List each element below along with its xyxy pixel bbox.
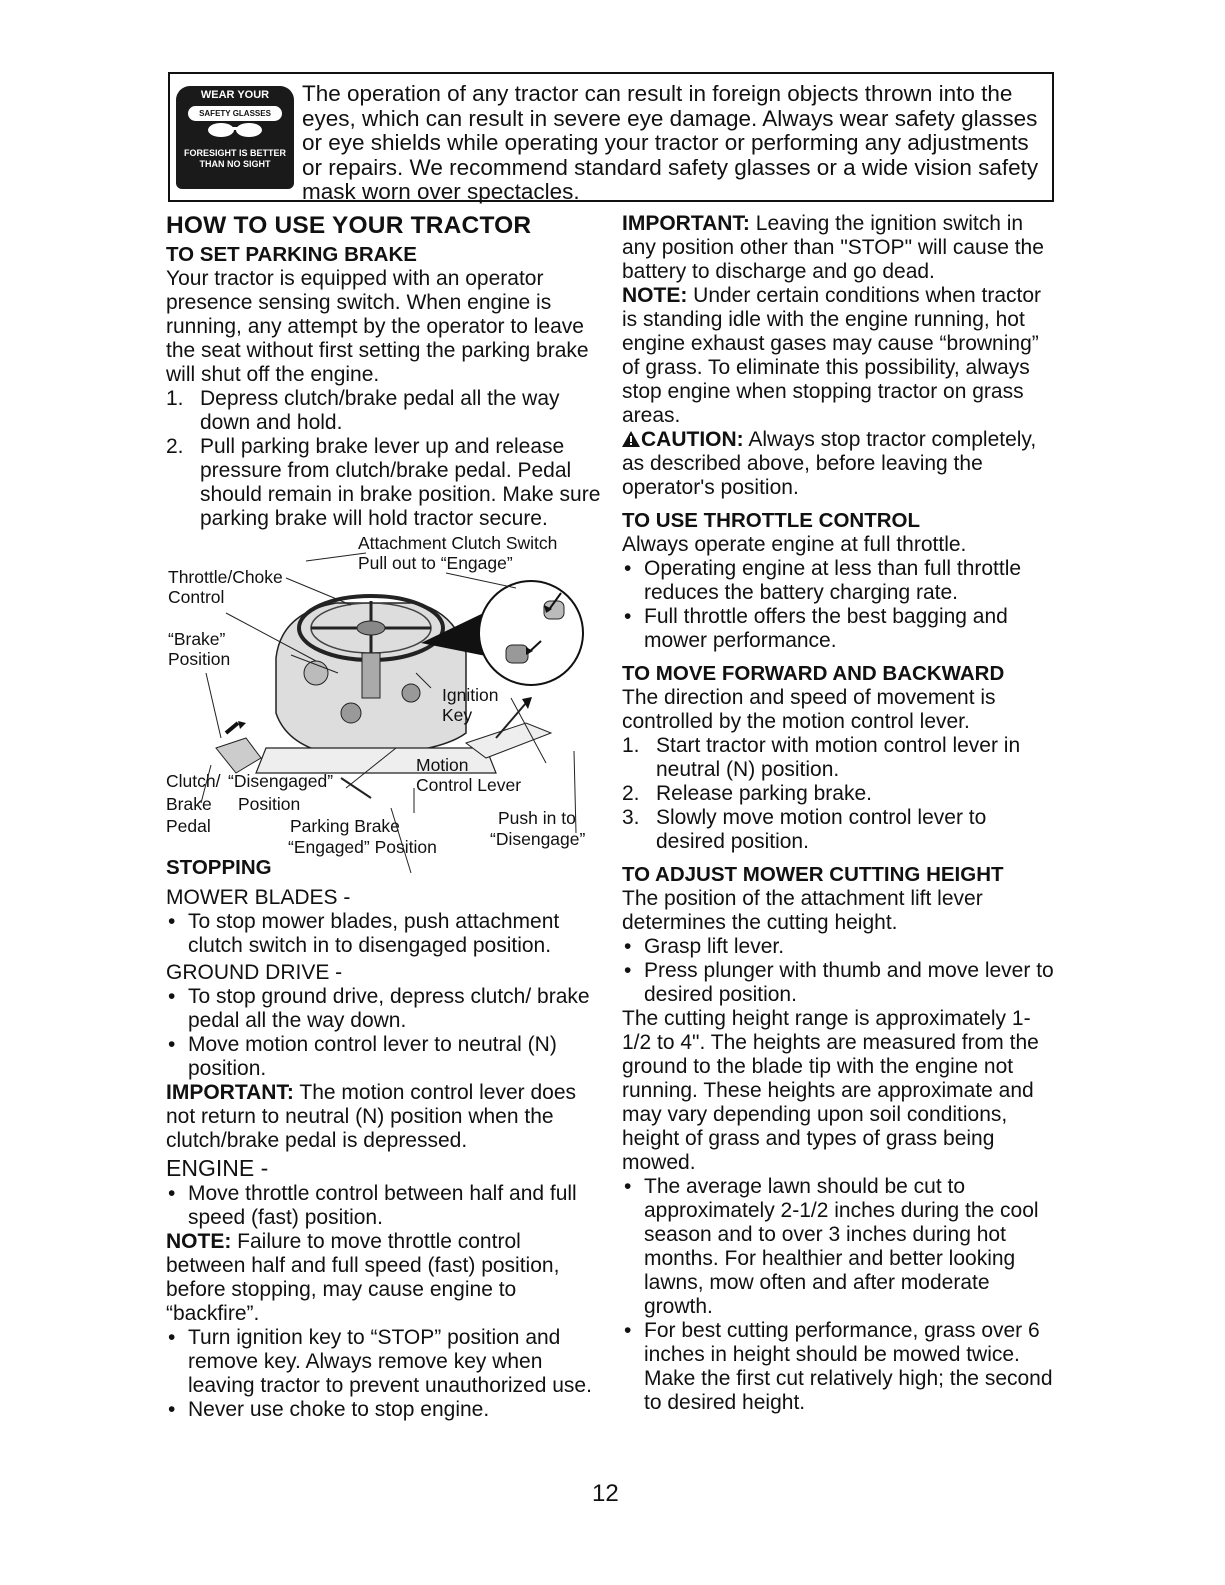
- tractor-controls-diagram: [166, 533, 606, 883]
- list-item: • To stop ground drive, depress clutch/ brake pedal all the way down.: [168, 985, 590, 1032]
- list-item-text: Move motion control lever to neutral (N) position.: [188, 1033, 557, 1080]
- caution-text: Always stop tractor completely, as described above, before leaving the operator's position.: [622, 428, 1037, 499]
- engine-note: [166, 1230, 606, 1326]
- label-ignition: Ignition: [442, 685, 499, 705]
- list-item: • For best cutting performance, grass over 6 inches in height should be mowed twice. Make the first cut relatively high; the second to desired height.: [624, 1319, 1053, 1414]
- throttle-heading: TO USE THROTTLE CONTROL: [622, 509, 921, 532]
- label-ignition-key: Key: [442, 705, 473, 725]
- parking-brake-heading: TO SET PARKING BRAKE: [166, 243, 417, 266]
- label-push-in: Push in to: [498, 808, 576, 828]
- mower-blades-heading: MOWER BLADES -: [166, 886, 351, 909]
- label-motion: Motion: [416, 755, 469, 775]
- list-item: • To stop mower blades, push attachment clutch switch in to disengaged position.: [168, 910, 560, 957]
- stopping-heading: STOPPING: [166, 856, 272, 879]
- step-number: 3.: [622, 806, 640, 829]
- step-number: 2.: [166, 435, 184, 458]
- list-item-text: For best cutting performance, grass over 6 inches in height should be mowed twice. Make the first cut relatively high; the second to desired height.: [644, 1319, 1053, 1414]
- ground-drive-heading: GROUND DRIVE -: [166, 961, 343, 984]
- list-item: • Full throttle offers the best bagging and mower performance.: [624, 605, 1008, 652]
- stopping-important-note: [166, 1081, 606, 1153]
- cutting-height-heading: TO ADJUST MOWER CUTTING HEIGHT: [622, 863, 1004, 886]
- move-intro: The direction and speed of movement is controlled by the motion control lever.: [622, 686, 996, 733]
- list-item: [622, 782, 1054, 806]
- list-item-text: Turn ignition key to “STOP” position and remove key. Always remove key when leaving tractor to prevent unauthorized use.: [188, 1326, 592, 1397]
- label-push-disengage: “Disengage”: [490, 829, 586, 849]
- important-text: The motion control lever does not return to neutral (N) position when the clutch/brake pedal is depressed.: [166, 1081, 577, 1152]
- page-number: 12: [592, 1480, 619, 1507]
- note-text: Failure to move throttle control between half and full speed (fast) position, before stopping, may cause engine to “backfire”.: [166, 1230, 560, 1325]
- list-item: • Move throttle control between half and full speed (fast) position.: [168, 1182, 577, 1229]
- label-brake-position: Position: [168, 649, 231, 669]
- mower-blades-list: [166, 910, 606, 958]
- label-clutch-pedal: Pedal: [166, 816, 211, 836]
- label-parking-brake-engaged: “Engaged” Position: [288, 837, 437, 857]
- safety-warning-box: [168, 72, 1054, 202]
- cutting-height-list: [622, 935, 1054, 1007]
- list-item: [622, 734, 1054, 782]
- list-item-text: Grasp lift lever.: [644, 935, 785, 958]
- ground-drive-list: [166, 985, 606, 1081]
- left-column: [166, 212, 606, 1422]
- safety-glasses-badge: [176, 86, 294, 189]
- badge-line-1: WEAR YOUR: [200, 89, 270, 101]
- list-item: [622, 806, 1054, 854]
- note-text: Under certain conditions when tractor is standing idle with the engine running, hot engine exhaust gases may cause “browning” of grass. To eliminate this possibility, always stop engine when stopping tractor on grass areas.: [622, 284, 1042, 427]
- cutting-range-text: The cutting height range is approximately 1-1/2 to 4". The heights are measured from the ground to the blade tip with the engine not running. These heights are approximate and may vary depending upon soil conditions, height of grass and types of grass being mowed.: [622, 1007, 1039, 1174]
- parking-brake-steps: [166, 387, 606, 531]
- step-number: 1.: [166, 387, 184, 410]
- move-steps: [622, 734, 1054, 854]
- label-disengaged: “Disengaged”: [228, 771, 334, 791]
- list-item-text: Full throttle offers the best bagging and mower performance.: [644, 605, 1008, 652]
- parking-brake-intro: Your tractor is equipped with an operator presence sensing switch. When engine is running, any attempt by the operator to leave the seat without first setting the parking brake will shut off the engine.: [166, 267, 589, 386]
- step-text: Depress clutch/brake pedal all the way down and hold.: [200, 387, 560, 434]
- list-item: [166, 387, 606, 435]
- list-item: • Grasp lift lever.: [624, 935, 785, 958]
- list-item-text: To stop ground drive, depress clutch/ brake pedal all the way down.: [188, 985, 590, 1032]
- note-label: NOTE:: [166, 1230, 232, 1253]
- caution-label: CAUTION:: [641, 428, 744, 451]
- step-text: Release parking brake.: [656, 782, 872, 805]
- safety-warning-text: The operation of any tractor can result in foreign objects thrown into the eyes, which can result in severe eye damage. Always wear safety glasses or eye shields while operating your tractor or performing any adjustments or repairs. We recommend standard safety glasses or a wide vision safety mask worn over spectacles.: [302, 81, 1039, 204]
- cutting-height-list-2: [622, 1175, 1054, 1415]
- label-brake: “Brake”: [168, 629, 226, 649]
- label-throttle-control: Control: [168, 587, 225, 607]
- label-throttle-choke: Throttle/Choke: [168, 567, 283, 587]
- list-item: • Press plunger with thumb and move lever to desired position.: [624, 959, 1054, 1006]
- list-item: • The average lawn should be cut to approximately 2-1/2 inches during the cool season and to over 3 inches during hot months. For healthier and better looking lawns, mow often and after moderate growth.: [624, 1175, 1039, 1318]
- important-label: IMPORTANT:: [622, 212, 750, 235]
- move-heading: TO MOVE FORWARD AND BACKWARD: [622, 662, 1005, 685]
- engine-list-2: [166, 1326, 606, 1422]
- safety-glasses-icon: [206, 122, 264, 138]
- badge-line-2: SAFETY GLASSES: [188, 106, 282, 121]
- step-text: Pull parking brake lever up and release pressure from clutch/brake pedal. Pedal should remain in brake position. Make sure parking brake will hold tractor secure.: [200, 435, 601, 530]
- caution-note: [622, 428, 1054, 500]
- list-item: • Never use choke to stop engine.: [168, 1398, 490, 1421]
- section-title: HOW TO USE YOUR TRACTOR: [166, 212, 532, 239]
- list-item: • Operating engine at less than full throttle reduces the battery charging rate.: [624, 557, 1022, 604]
- label-disengaged-position: Position: [238, 794, 301, 814]
- list-item-text: Press plunger with thumb and move lever to desired position.: [644, 959, 1054, 1006]
- step-number: 2.: [622, 782, 640, 805]
- list-item-text: Operating engine at less than full throttle reduces the battery charging rate.: [644, 557, 1022, 604]
- badge-line-3: FORESIGHT IS BETTER THAN NO SIGHT: [183, 148, 286, 169]
- label-clutch-brake: Brake: [166, 794, 212, 814]
- list-item-text: Never use choke to stop engine.: [188, 1398, 490, 1421]
- list-item-text: To stop mower blades, push attachment clutch switch in to disengaged position.: [188, 910, 560, 957]
- step-number: 1.: [622, 734, 640, 757]
- note-label: NOTE:: [622, 284, 688, 307]
- label-pull-out-engage: Pull out to “Engage”: [358, 553, 513, 573]
- list-item: • Move motion control lever to neutral (N) position.: [168, 1033, 557, 1080]
- list-item-text: The average lawn should be cut to approximately 2-1/2 inches during the cool season and to over 3 inches during hot months. For healthier and better looking lawns, mow often and after moderate growth.: [644, 1175, 1039, 1318]
- label-parking-brake: Parking Brake: [290, 816, 400, 836]
- label-motion-control-lever: Control Lever: [416, 775, 522, 795]
- step-text: Start tractor with motion control lever in neutral (N) position.: [656, 734, 1021, 781]
- engine-heading: ENGINE -: [166, 1155, 269, 1181]
- list-item: • Turn ignition key to “STOP” position and remove key. Always remove key when leaving tractor to prevent unauthorized use.: [168, 1326, 592, 1397]
- label-clutch: Clutch/: [166, 771, 221, 791]
- engine-list: [166, 1182, 606, 1230]
- throttle-list: [622, 557, 1054, 653]
- cutting-height-intro: The position of the attachment lift lever determines the cutting height.: [622, 887, 983, 934]
- list-item: [166, 435, 606, 531]
- warning-triangle-icon: [622, 431, 640, 447]
- browning-note: [622, 284, 1054, 428]
- step-text: Slowly move motion control lever to desired position.: [656, 806, 987, 853]
- list-item-text: Move throttle control between half and full speed (fast) position.: [188, 1182, 577, 1229]
- important-text: Leaving the ignition switch in any position other than "STOP" will cause the battery to discharge and go dead.: [622, 212, 1044, 283]
- throttle-intro: Always operate engine at full throttle.: [622, 533, 967, 556]
- important-label: IMPORTANT:: [166, 1081, 294, 1104]
- label-attachment-clutch-switch: Attachment Clutch Switch: [358, 533, 558, 553]
- right-column: [622, 212, 1054, 1415]
- ignition-important-note: [622, 212, 1054, 284]
